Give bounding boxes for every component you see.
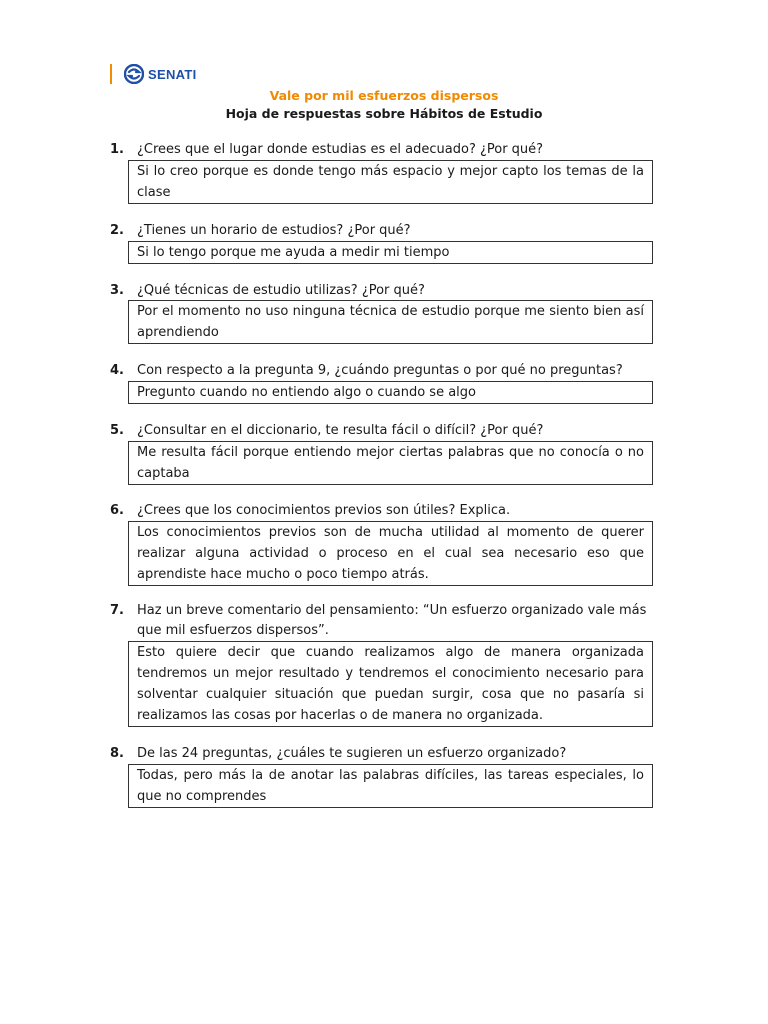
question-4 [110, 361, 662, 381]
logo-divider [110, 64, 112, 84]
question-text: De las 24 preguntas, ¿cuáles te sugieren un esfuerzo organizado? [137, 746, 567, 761]
question-number: 4. [110, 363, 124, 378]
answer-box-1: Si lo creo porque es donde tengo más espacio y mejor capto los temas de la clase [128, 160, 653, 204]
question-number: 2. [110, 223, 124, 238]
answer-box-2: Si lo tengo porque me ayuda a medir mi tiempo [128, 241, 653, 264]
answer-box-7: Esto quiere decir que cuando realizamos algo de manera organizada tendremos un mejor resultado y tendremos el conocimiento necesario para solventar cualquier situación que puedan surgir, cosa que no pasaría si realizamos las cosas por hacerlas o de manera no organizada. [128, 641, 653, 727]
question-1 [110, 140, 662, 160]
question-number: 3. [110, 283, 124, 298]
document-subtitle: Hoja de respuestas sobre Hábitos de Estudio [225, 106, 543, 121]
question-number: 5. [110, 423, 124, 438]
answer-box-8: Todas, pero más la de anotar las palabras difíciles, las tareas especiales, lo que no comprendes [128, 764, 653, 808]
senati-logo [110, 63, 197, 85]
question-number: 7. [110, 603, 124, 618]
question-text: ¿Consultar en el diccionario, te resulta fácil o difícil? ¿Por qué? [137, 423, 544, 438]
question-text: ¿Qué técnicas de estudio utilizas? ¿Por qué? [137, 283, 425, 298]
question-number: 6. [110, 503, 124, 518]
answer-box-4: Pregunto cuando no entiendo algo o cuando se algo [128, 381, 653, 404]
question-text: Haz un breve comentario del pensamiento: “Un esfuerzo organizado vale más que mil esfuerzos dispersos”. [137, 603, 647, 638]
question-8 [110, 744, 662, 764]
question-7 [110, 601, 662, 641]
answer-box-6: Los conocimientos previos son de mucha utilidad al momento de querer realizar alguna actividad o proceso en el cual sea necesario eso que aprendiste hace mucho o poco tiempo atrás. [128, 521, 653, 586]
question-6 [110, 501, 662, 521]
question-text: ¿Crees que el lugar donde estudias es el adecuado? ¿Por qué? [137, 142, 544, 157]
question-5 [110, 421, 662, 441]
answer-box-3: Por el momento no uso ninguna técnica de estudio porque me siento bien así aprendiendo [128, 300, 653, 344]
answer-box-5: Me resulta fácil porque entiendo mejor ciertas palabras que no conocía o no captaba [128, 441, 653, 485]
question-number: 8. [110, 746, 124, 761]
question-text: ¿Tienes un horario de estudios? ¿Por qué? [137, 223, 411, 238]
question-number: 1. [110, 142, 124, 157]
question-3 [110, 281, 662, 301]
document-title: Vale por mil esfuerzos dispersos [269, 88, 499, 103]
logo-text: SENATI [148, 66, 197, 82]
question-text: ¿Crees que los conocimientos previos son útiles? Explica. [137, 503, 511, 518]
question-2 [110, 221, 662, 241]
question-text: Con respecto a la pregunta 9, ¿cuándo preguntas o por qué no preguntas? [137, 363, 623, 378]
senati-logo-icon [124, 64, 144, 84]
